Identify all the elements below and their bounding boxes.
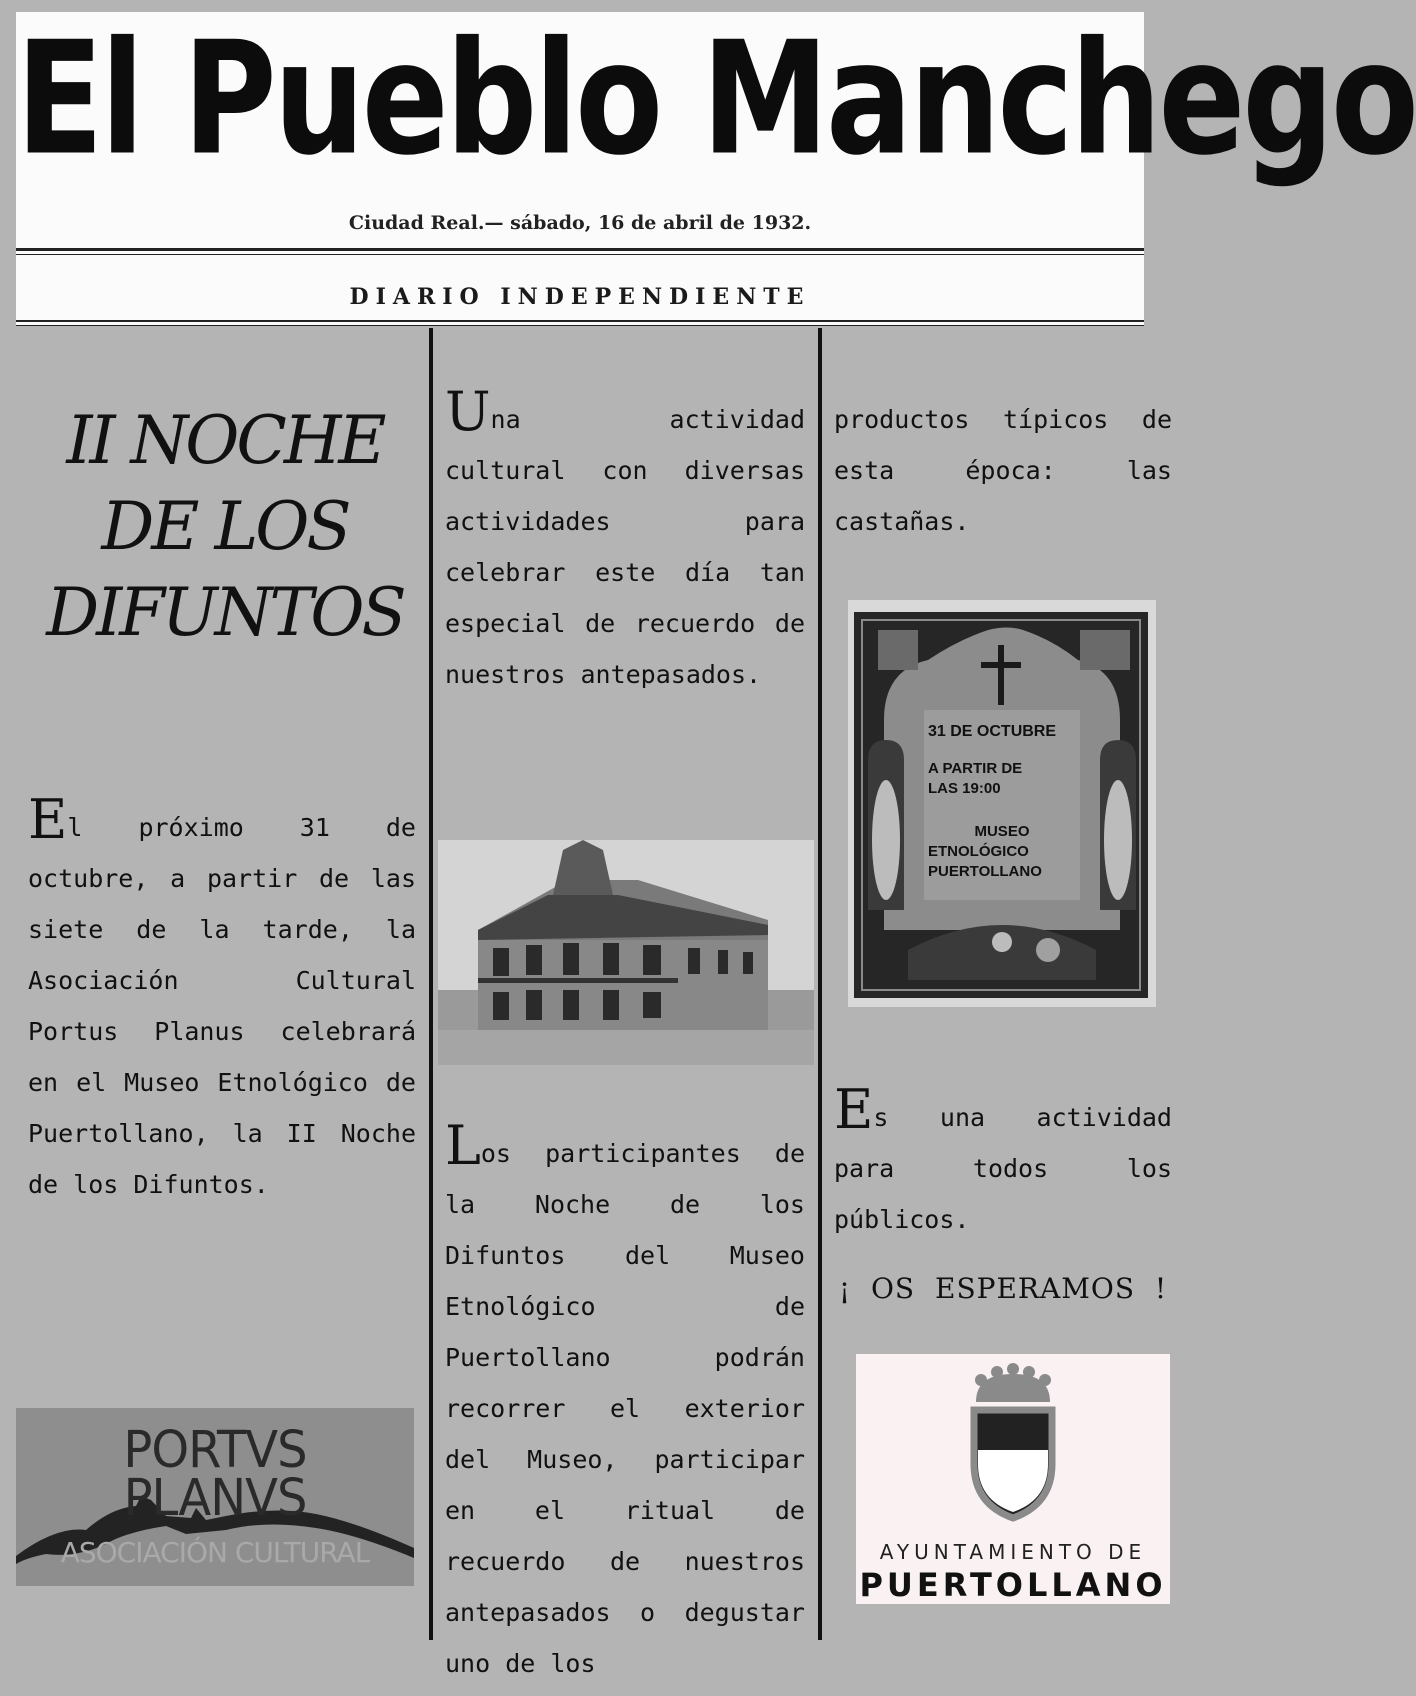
headline-line: DIFUNTOS (46, 574, 404, 651)
logo-text: PLANVS (123, 1468, 307, 1528)
article-paragraph-intro (445, 380, 805, 700)
paragraph-text: productos típicos de esta época: las castañas. (834, 405, 1172, 536)
masthead-subtitle: DIARIO INDEPENDIENTE (349, 284, 811, 310)
poster-illustration (848, 600, 1156, 1007)
poster-date: 31 DE OCTUBRE (928, 723, 1057, 740)
building-illustration (438, 840, 814, 1065)
ayuntamiento-logo (856, 1354, 1170, 1604)
poster-venue: ETNOLÓGICO (928, 843, 1029, 860)
poster-time: A PARTIR DE (928, 760, 1023, 777)
paragraph-text: l próximo 31 de octubre, a partir de las siete de la tarde, la Asociación Cultural Portus Planus celebrará en el Museo Etnológico de Puertollano, la II Noche de los Difuntos. (28, 813, 416, 1199)
column-divider (429, 328, 433, 1640)
poster-venue: PUERTOLLANO (928, 863, 1042, 880)
drop-cap: E (28, 788, 68, 851)
headline-line: DE LOS (101, 488, 349, 565)
column-divider (818, 328, 822, 1640)
portus-planus-logo (16, 1408, 414, 1586)
headline-line: II NOCHE (66, 402, 384, 479)
drop-cap: U (445, 380, 491, 443)
logo-text: AYUNTAMIENTO DE (879, 1540, 1147, 1564)
logo-text: PUERTOLLANO (859, 1566, 1167, 1604)
poster-time: LAS 19:00 (928, 780, 1001, 797)
masthead-rule (16, 320, 1144, 322)
masthead-dateline: Ciudad Real.— sábado, 16 de abril de 1932. (348, 212, 812, 234)
newspaper-title: El Pueblo Manchego (16, 8, 1416, 191)
article-paragraph-participants (445, 1114, 805, 1689)
article-paragraph-left (28, 788, 416, 1210)
masthead-rule (16, 248, 1144, 251)
drop-cap: L (445, 1114, 481, 1177)
logo-text: PORTVS (123, 1420, 307, 1480)
paragraph-text: s una actividad para todos los públicos. (834, 1103, 1172, 1234)
paragraph-text: os participantes de la Noche de los Difuntos del Museo Etnológico de Puertollano podrán recorrer el exterior del Museo, participar en el ritual de recuerdo de nuestros antepasados o degustar uno de los (445, 1139, 805, 1678)
masthead-rule (16, 325, 1144, 326)
coat-of-arms-icon (856, 1354, 1170, 1534)
drop-cap: E (834, 1078, 874, 1141)
paragraph-text: na actividad cultural con diversas actividades para celebrar este día tan especial de recuerdo de nuestros antepasados. (445, 405, 805, 689)
event-poster (848, 600, 1156, 1007)
closing-call: ¡ OS ESPERAMOS ! (838, 1272, 1168, 1305)
museum-building-photo (438, 840, 814, 1065)
article-paragraph-continued (834, 394, 1172, 547)
masthead-rule (16, 254, 1144, 255)
article-paragraph-audience (834, 1078, 1172, 1245)
logo-subtitle: ASOCIACIÓN CULTURAL (60, 1536, 370, 1569)
poster-venue: MUSEO (974, 823, 1030, 840)
headline (30, 398, 420, 656)
newspaper-masthead (16, 8, 1416, 326)
